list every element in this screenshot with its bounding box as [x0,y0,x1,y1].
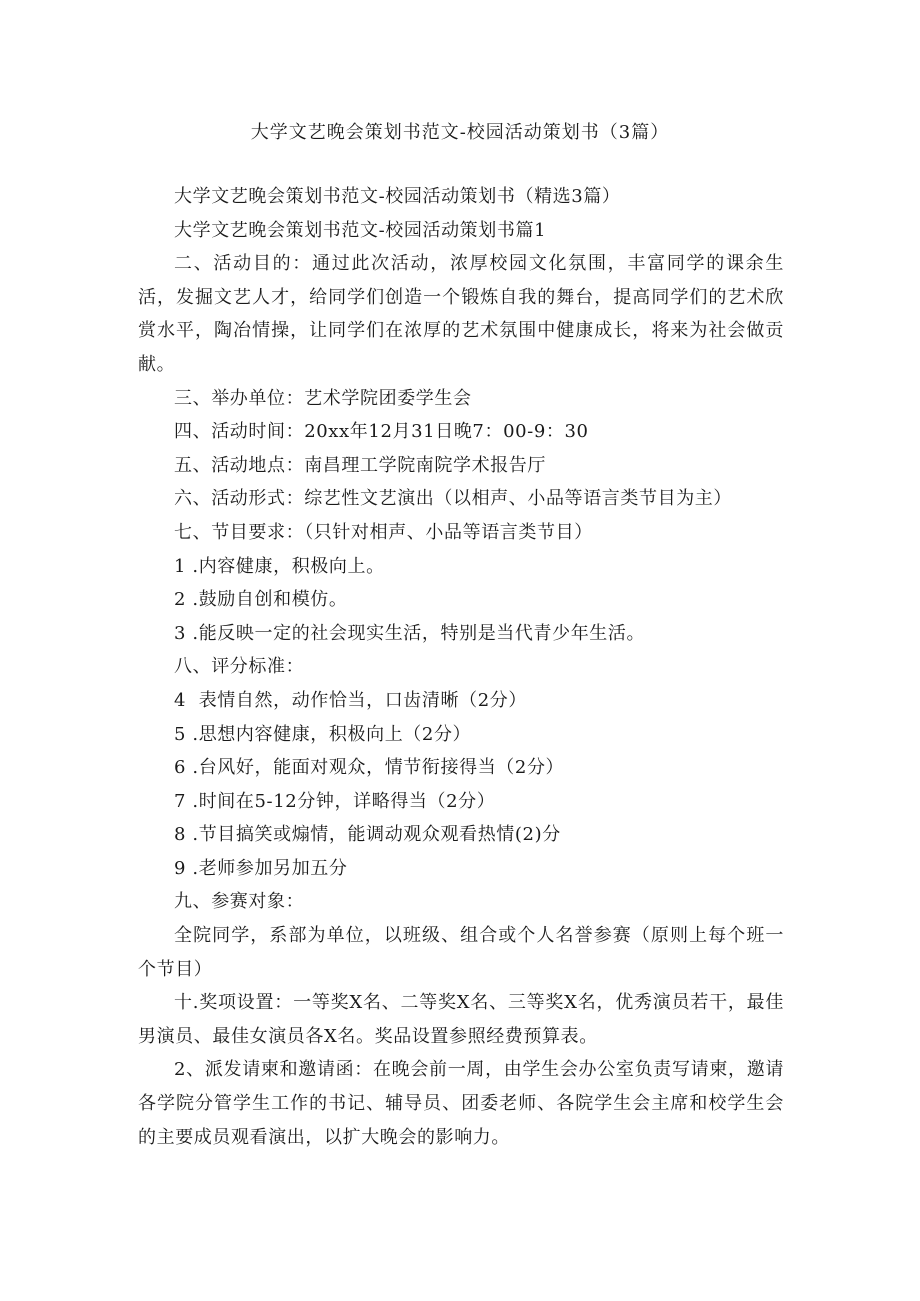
paragraph-organizer: 三、举办单位：艺术学院团委学生会 [174,387,472,409]
paragraph-activity-purpose: 二、活动目的：通过此次活动，浓厚校园文化氛围，丰富同学的课余生活，发掘文艺人才，给同学们创造一个锻炼自我的舞台，提高同学们的艺术欣赏水平，陶冶情操，让同学们在浓厚的艺术氛围中健康成长，将来为社会做贡献。 [138,253,784,375]
list-item: 8 .节目搞笑或煽情，能调动观众观看热情(2)分 [174,824,561,846]
paragraph-collection-title: 大学文艺晚会策划书范文-校园活动策划书（精选3篇） [174,186,621,207]
paragraph-participants: 全院同学，系部为单位，以班级、组合或个人名誉参赛（原则上每个班一个节目） [138,925,784,980]
paragraph-activity-format: 六、活动形式：综艺性文艺演出（以相声、小品等语言类节目为主） [174,488,732,510]
paragraph-invitations: 2、派发请柬和邀请函：在晚会前一周，由学生会办公室负责写请柬，邀请各学院分管学生工作的书记、辅导员、团委老师、各院学生会主席和校学生会的主要成员观看演出，以扩大晚会的影响力。 [138,1059,784,1148]
paragraph-participants-heading: 九、参赛对象： [174,891,305,913]
list-item: 4 表情自然，动作恰当，口齿清晰（2分） [174,689,527,711]
list-item: 9 .老师参加另加五分 [174,857,348,879]
paragraph-activity-time: 四、活动时间：20xx年12月31日晚7：00-9：30 [174,421,589,443]
paragraph-program-requirements: 七、节目要求：（只针对相声、小品等语言类节目） [174,521,593,543]
list-item: 7 .时间在5-12分钟，详略得当（2分） [174,790,496,812]
document-body [138,180,784,1154]
paragraph-article-heading: 大学文艺晚会策划书范文-校园活动策划书篇1 [174,219,547,241]
list-item: 3 .能反映一定的社会现实生活，特别是当代青少年生活。 [174,622,646,644]
list-item: 1 .内容健康，积极向上。 [174,555,385,577]
list-item: 2 .鼓励自创和模仿。 [174,589,348,611]
paragraph-scoring-criteria: 八、评分标准： [174,656,305,678]
list-item: 6 .台风好，能面对观众，情节衔接得当（2分） [174,757,565,779]
document-title: 大学文艺晚会策划书范文-校园活动策划书（3篇） [250,122,670,143]
list-item: 5 .思想内容健康，积极向上（2分） [174,723,472,745]
paragraph-awards: 十.奖项设置：一等奖X名、二等奖X名、三等奖X名，优秀演员若干，最佳男演员、最佳女演员各X名。奖品设置参照经费预算表。 [138,992,784,1047]
paragraph-activity-location: 五、活动地点：南昌理工学院南院学术报告厅 [174,454,546,476]
